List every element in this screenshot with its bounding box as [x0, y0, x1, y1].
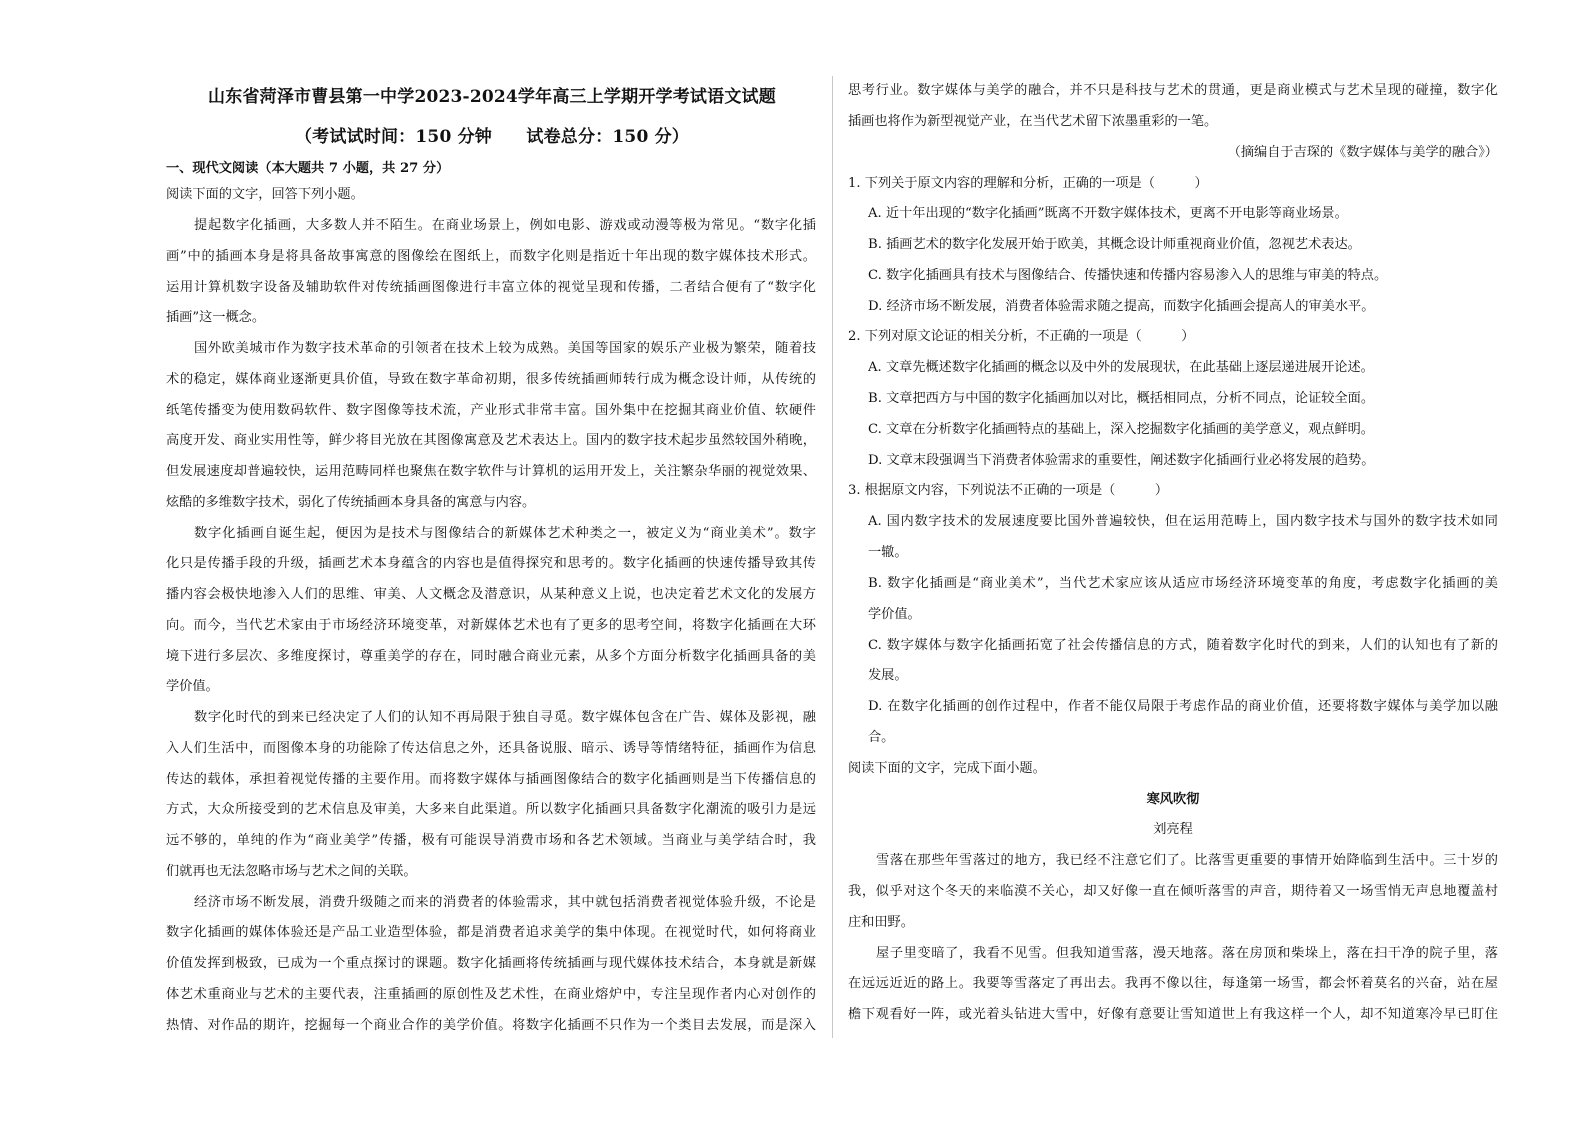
text-line: 但发展速度却普遍较快，运用范畴同样也聚焦在数字软件与计算机的运用开发上，关注繁杂华丽的视觉效果、 — [166, 464, 816, 479]
question-3-option-b: B. 数字化插画是“商业美术”，当代艺术家应该从适应市场经济环境变革的角度，考虑数字化插画的美 — [868, 576, 1498, 591]
question-1-option-b: B. 插画艺术的数字化发展开始于欧美，其概念设计师重视商业价值，忽视艺术表达。 — [868, 237, 1361, 252]
essay-author: 刘亮程 — [1153, 822, 1193, 837]
text-line: 插画”这一概念。 — [166, 310, 266, 325]
text-line: 国外欧美城市作为数字技术革命的引领者在技术上较为成熟。美国等国家的娱乐产业极为繁荣，随着技 — [194, 341, 816, 356]
text-line: 在远远近近的路上。我要等雪落定了再出去。我再不像以往，每逢第一场雪，都会怀着莫名的兴奋，站在屋 — [848, 976, 1498, 991]
text-line: 数字化插画的媒体体验还是产品工业造型体验，都是消费者追求美学的集中体现。在视觉时代，如何将商业 — [166, 925, 816, 940]
text-line: 檐下观看好一阵，或光着头钻进大雪中，好像有意要让雪知道世上有我这样一个人，却不知道寒冷早已盯住 — [848, 1007, 1498, 1022]
question-2-option-a: A. 文章先概述数字化插画的概念以及中外的发展现状，在此基础上逐层递进展开论述。 — [868, 360, 1374, 375]
text-line: 画”中的插画本身是将具备故事寓意的图像绘在图纸上，而数字化则是指近十年出现的数字媒体技术形式。 — [166, 249, 816, 264]
text-line: 数字化插画自诞生起，便因为是技术与图像结合的新媒体艺术种类之一，被定义为“商业美术”。数字 — [194, 526, 816, 541]
text-line: 经济市场不断发展，消费升级随之而来的消费者的体验需求，其中就包括消费者视觉体验升级，不论是 — [194, 895, 816, 910]
text-line: 热情、对作品的期许，挖掘每一个商业合作的美学价值。将数字化插画不只作为一个类目去发展，而是深入 — [166, 1018, 816, 1033]
text-line: 价值发挥到极致，已成为一个重点探讨的课题。数字化插画将传统插画与现代媒体技术结合，本身就是新媒 — [166, 956, 816, 971]
text-line: 术的稳定，媒体商业逐渐更具价值，导致在数字革命初期，很多传统插画师转行成为概念设计师，从传统的 — [166, 372, 816, 387]
text-line: 方式，大众所接受到的艺术信息及审美，大多来自此渠道。所以数字化插画只具备数字化潮流的吸引力是远 — [166, 802, 816, 817]
text-line: 学价值。 — [166, 679, 219, 694]
reading-instruction: 阅读下面的文字，回答下列小题。 — [166, 187, 364, 202]
question-3-option-d: D. 在数字化插画的创作过程中，作者不能仅局限于考虑作品的商业价值，还要将数字媒体与美学加以融 — [868, 699, 1498, 714]
source-citation: （摘编自于吉琛的《数字媒体与美学的融合》） — [1227, 145, 1498, 160]
question-3-option-b-cont: 学价值。 — [868, 607, 921, 622]
question-1-option-d: D. 经济市场不断发展，消费者体验需求随之提高，而数字化插画会提高人的审美水平。 — [868, 299, 1375, 314]
question-1-option-a: A. 近十年出现的“数字化插画”既离不开数字媒体技术，更离不开电影等商业场景。 — [868, 206, 1348, 221]
text-line: 我，似乎对这个冬天的来临漠不关心，却又好像一直在倾听落雪的声音，期待着又一场雪悄无声息地覆盖村 — [848, 884, 1498, 899]
page-title: 山东省菏泽市曹县第一中学2023-2024学年高三上学期开学考试语文试题 — [208, 87, 776, 107]
question-2-option-b: B. 文章把西方与中国的数字化插画加以对比，概括相同点，分析不同点，论证较全面。 — [868, 391, 1375, 406]
text-line: 们就再也无法忽略市场与艺术之间的关联。 — [166, 864, 417, 879]
text-line: 运用计算机数字设备及辅助软件对传统插画图像进行丰富立体的视觉呈现和传播，二者结合便有了“数字化 — [166, 280, 816, 295]
question-1: 1. 下列关于原文内容的理解和分析，正确的一项是（ ） — [848, 176, 1208, 191]
column-divider — [832, 76, 833, 1038]
question-3-option-d-cont: 合。 — [868, 730, 895, 745]
exam-info: （考试试时间：150 分钟 试卷总分：150 分） — [294, 127, 689, 147]
text-line: 庄和田野。 — [848, 915, 914, 930]
text-line: 向。而今，当代艺术家由于市场经济环境变革，对新媒体艺术也有了更多的思考空间，将数字化插画在大环 — [166, 618, 816, 633]
text-line: 插画也将作为新型视觉产业，在当代艺术留下浓墨重彩的一笔。 — [848, 114, 1218, 129]
question-2: 2. 下列对原文论证的相关分析，不正确的一项是（ ） — [848, 329, 1195, 344]
text-line: 思考行业。数字媒体与美学的融合，并不只是科技与艺术的贯通，更是商业模式与艺术呈现的碰撞，数字化 — [848, 83, 1498, 98]
question-3-option-c: C. 数字媒体与数字化插画拓宽了社会传播信息的方式，随着数字化时代的到来，人们的认知也有了新的 — [868, 638, 1498, 653]
section-heading: 一、现代文阅读（本大题共 7 小题，共 27 分） — [166, 161, 450, 176]
essay-title: 寒风吹彻 — [1146, 792, 1200, 807]
text-line: 雪落在那些年雪落过的地方，我已经不注意它们了。比落雪更重要的事情开始降临到生活中。三十岁的 — [876, 853, 1498, 868]
text-line: 提起数字化插画，大多数人并不陌生。在商业场景上，例如电影、游戏或动漫等极为常见。“数字化插 — [194, 218, 816, 233]
text-line: 化只是传播手段的升级，插画艺术本身蕴含的内容也是值得探究和思考的。数字化插画的快速传播导致其传 — [166, 556, 816, 571]
question-3-option-a-cont: 一辙。 — [868, 545, 908, 560]
text-line: 炫酷的多维数字技术，弱化了传统插画本身具备的寓意与内容。 — [166, 495, 536, 510]
text-line: 高度开发、商业实用性等，鲜少将目光放在其图像寓意及艺术表达上。国内的数字技术起步虽然较国外稍晚， — [166, 433, 816, 448]
question-2-option-c: C. 文章在分析数字化插画特点的基础上，深入挖掘数字化插画的美学意义，观点鲜明。 — [868, 422, 1374, 437]
question-2-option-d: D. 文章末段强调当下消费者体验需求的重要性，阐述数字化插画行业必将发展的趋势。 — [868, 453, 1375, 468]
text-line: 纸笔传播变为使用数码软件、数字图像等技术流，产业形式非常丰富。国外集中在挖掘其商业价值、软硬件 — [166, 403, 816, 418]
question-3: 3. 根据原文内容，下列说法不正确的一项是（ ） — [848, 483, 1169, 498]
text-line: 播内容会极快地渗入人们的思维、审美、人文概念及潜意识，从某种意义上说，也决定着艺术文化的发展方 — [166, 587, 816, 602]
text-line: 入人们生活中，而图像本身的功能除了传达信息之外，还具备说服、暗示、诱导等情绪特征，插画作为信息 — [166, 741, 816, 756]
text-line: 体艺术重商业与艺术的主要代表，注重插画的原创性及艺术性，在商业熔炉中，专注呈现作者内心对创作的 — [166, 987, 816, 1002]
text-line: 远不够的，单纯的作为“商业美学”传播，极有可能误导消费市场和各艺术领域。当商业与美学结合时，我 — [166, 833, 816, 848]
text-line: 数字化时代的到来已经决定了人们的认知不再局限于独自寻觅。数字媒体包含在广告、媒体及影视，融 — [194, 710, 816, 725]
question-3-option-c-cont: 发展。 — [868, 668, 908, 683]
text-line: 传达的载体，承担着视觉传播的主要作用。而将数字媒体与插画图像结合的数字化插画则是当下传播信息的 — [166, 772, 816, 787]
question-1-option-c: C. 数字化插画具有技术与图像结合、传播快速和传播内容易渗入人的思维与审美的特点。 — [868, 268, 1388, 283]
reading-instruction-2: 阅读下面的文字，完成下面小题。 — [848, 761, 1046, 776]
text-line: 屋子里变暗了，我看不见雪。但我知道雪落，漫天地落。落在房顶和柴垛上，落在扫干净的院子里，落 — [876, 946, 1498, 961]
text-line: 境下进行多层次、多维度探讨，尊重美学的存在，同时融合商业元素，从多个方面分析数字化插画具备的美 — [166, 649, 816, 664]
question-3-option-a: A. 国内数字技术的发展速度要比国外普遍较快，但在运用范畴上，国内数字技术与国外的数字技术如同 — [868, 514, 1498, 529]
